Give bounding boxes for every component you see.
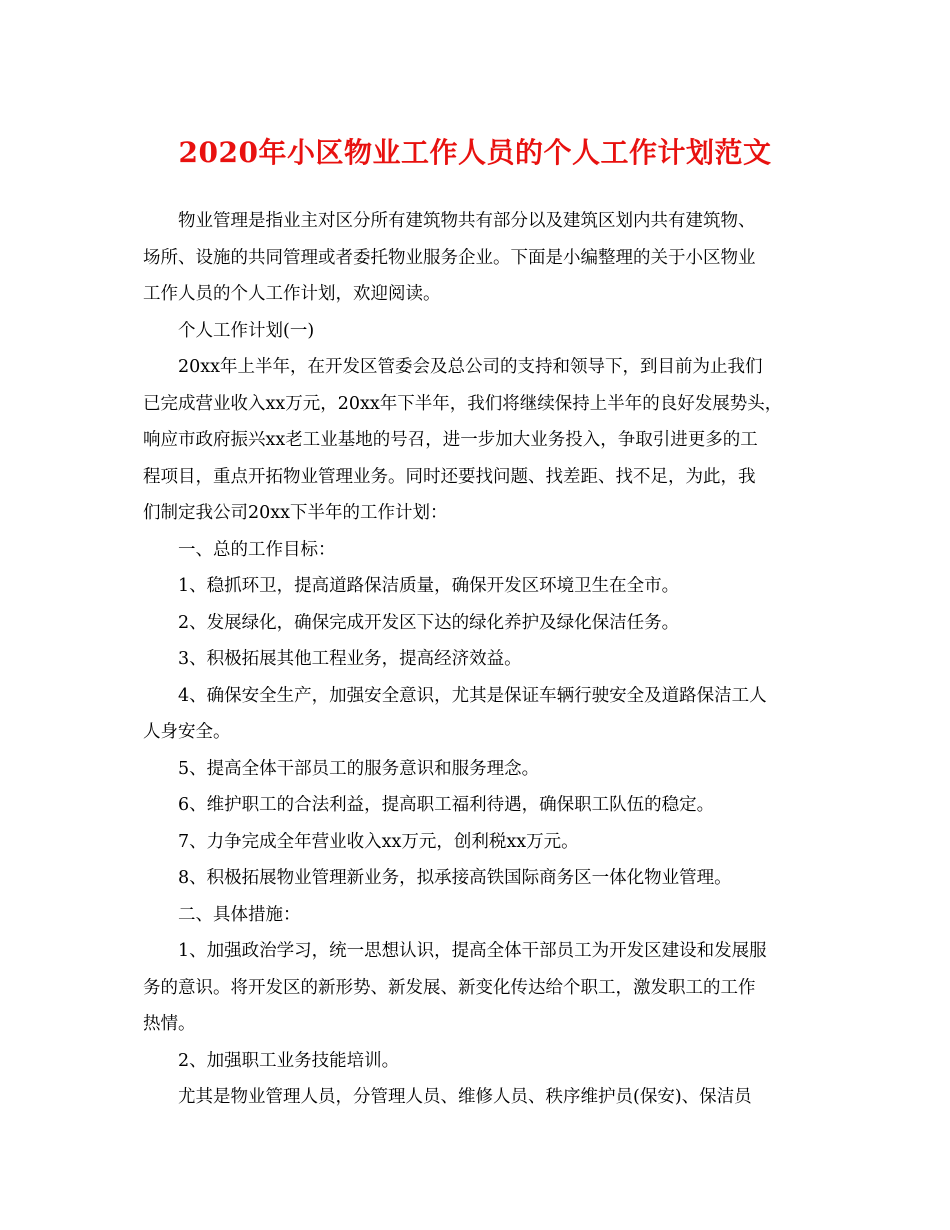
text-line: 个人工作计划(一) <box>178 320 315 341</box>
text-line: 场所、设施的共同管理或者委托物业服务企业。下面是小编整理的关于小区物业 <box>143 247 756 268</box>
text-line: 务的意识。将开发区的新形势、新发展、新变化传达给个职工，激发职工的工作 <box>143 977 756 998</box>
text-line: 物业管理是指业主对区分所有建筑物共有部分以及建筑区划内共有建筑物、 <box>178 211 756 231</box>
text-line: 已完成营业收入xx万元，20xx年下半年，我们将继续保持上半年的良好发展势头， <box>143 393 783 414</box>
text-line: 8、积极拓展物业管理新业务，拟承接高铁国际商务区一体化物业管理。 <box>178 868 732 888</box>
text-line: 2、发展绿化，确保完成开发区下达的绿化养护及绿化保洁任务。 <box>178 612 680 633</box>
text-line: 们制定我公司20xx下半年的工作计划： <box>143 503 448 523</box>
text-line: 3、积极拓展其他工程业务，提高经济效益。 <box>178 649 522 669</box>
text-line: 尤其是物业管理人员，分管理人员、维修人员、秩序维护员(保安)、保洁员 <box>178 1087 752 1107</box>
text-line: 20xx年上半年，在开发区管委会及总公司的支持和领导下，到目前为止我们 <box>178 357 763 377</box>
text-line: 响应市政府振兴xx老工业基地的号召，进一步加大业务投入，争取引进更多的工 <box>143 430 758 450</box>
text-line: 1、加强政治学习，统一思想认识，提高全体干部员工为开发区建设和发展服 <box>178 941 767 961</box>
document-body <box>143 203 811 1116</box>
text-line: 工作人员的个人工作计划，欢迎阅读。 <box>143 284 441 304</box>
text-line: 程项目，重点开拓物业管理业务。同时还要找问题、找差距、找不足，为此，我 <box>143 466 756 487</box>
text-line: 2、加强职工业务技能培训。 <box>178 1050 400 1071</box>
text-line: 二、具体措施： <box>178 904 301 925</box>
text-line: 5、提高全体干部员工的服务意识和服务理念。 <box>178 758 540 779</box>
text-line: 4、确保安全生产，加强安全意识，尤其是保证车辆行驶安全及道路保洁工人 <box>178 685 767 706</box>
text-line: 人身安全。 <box>143 722 231 742</box>
page-title: 2020年小区物业工作人员的个人工作计划范文 <box>178 136 772 169</box>
text-line: 热情。 <box>143 1014 196 1034</box>
text-line: 一、总的工作目标： <box>178 539 336 560</box>
text-line: 1、稳抓环卫，提高道路保洁质量，确保开发区环境卫生在全市。 <box>178 576 680 596</box>
text-line: 6、维护职工的合法利益，提高职工福利待遇，确保职工队伍的稳定。 <box>178 795 715 815</box>
text-line: 7、力争完成全年营业收入xx万元，创利税xx万元。 <box>178 831 579 852</box>
